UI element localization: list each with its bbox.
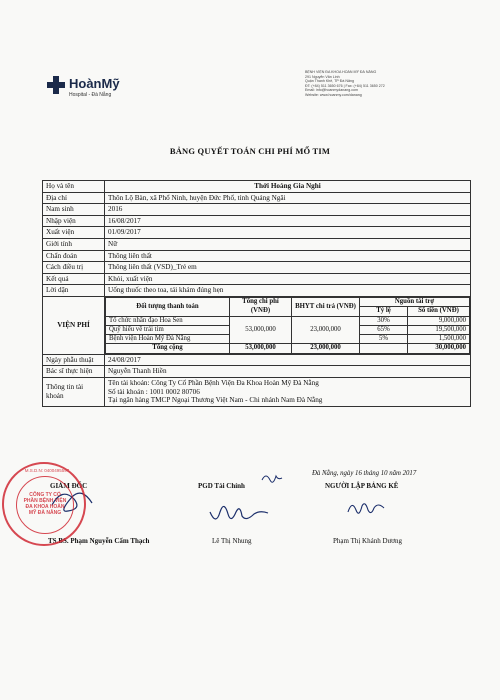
col-header-ratio: Tỷ lệ — [360, 307, 408, 316]
total-cost: 53,000,000 — [230, 316, 292, 344]
preparer-title: NGƯỜI LẬP BẢNG KÊ — [325, 482, 399, 490]
patient-birth-year: 2016 — [105, 204, 471, 216]
hospital-info-line: Quận Thanh Khê, TP Đà Nẵng — [305, 79, 354, 84]
col-header-payer: Đối tượng thanh toán — [106, 297, 230, 316]
advice: Uống thuốc theo toa, tái khám đúng hẹn — [105, 285, 471, 297]
sum-amount: 30,000,000 — [408, 344, 470, 353]
row-label: Họ và tên — [43, 181, 105, 193]
sum-total: 53,000,000 — [230, 344, 292, 353]
col-header-amount: Số tiền (VNĐ) — [408, 307, 470, 316]
diagnosis: Thông liên thất — [105, 250, 471, 262]
admission-date: 16/08/2017 — [105, 215, 471, 227]
seal-tax-code: M.S.D.N: 0400495597 — [24, 468, 70, 473]
row-label: Kết quả — [43, 273, 105, 285]
surgery-date: 24/08/2017 — [105, 354, 471, 366]
finance-signature — [210, 506, 268, 519]
funding-amount: 9,000,000 — [408, 316, 470, 325]
hospital-info-line: BỆNH VIỆN ĐA KHOA HOÀN MỸ ĐÀ NẴNG — [305, 70, 377, 74]
row-label: Xuất viện — [43, 227, 105, 239]
col-header-bhyt: BHYT chi trả (VNĐ) — [292, 297, 360, 316]
row-label: Địa chỉ — [43, 192, 105, 204]
col-header-funding: Nguồn tài trợ — [360, 297, 470, 306]
row-label: Nam sinh — [43, 204, 105, 216]
col-header-total: Tổng chi phí (VNĐ) — [230, 297, 292, 316]
funding-amount: 1,500,000 — [408, 335, 470, 344]
account-number: Số tài khoản : 1001 0002 80706 — [108, 387, 200, 396]
patient-gender: Nữ — [105, 238, 471, 250]
funding-ratio: 30% — [360, 316, 408, 325]
costs-section-label: VIỆN PHÍ — [43, 296, 105, 354]
row-label: Chẩn đoán — [43, 250, 105, 262]
discharge-date: 01/09/2017 — [105, 227, 471, 239]
hospital-info-line: 291 Nguyễn Văn Linh — [305, 74, 340, 79]
bhyt-paid: 23,000,000 — [292, 316, 360, 344]
date-line: Đà Nẵng, ngày 16 tháng 10 năm 2017 — [312, 470, 417, 477]
sum-bhyt: 23,000,000 — [292, 344, 360, 353]
result: Khỏi, xuất viện — [105, 273, 471, 285]
patient-address: Thôn Lộ Bàn, xã Phổ Ninh, huyện Đức Phổ, tỉnh Quảng Ngãi — [105, 192, 471, 204]
hospital-info-line: ĐT: (+84) 511 3650 676 | Fax: (+84) 511 3650 272 — [305, 83, 385, 88]
funding-amount: 19,500,000 — [408, 325, 470, 334]
row-label: Thông tin tài khoản — [43, 377, 105, 406]
row-label: Nhập viện — [43, 215, 105, 227]
sum-label: Tổng cộng — [106, 344, 230, 353]
row-label: Bác sĩ thực hiện — [43, 366, 105, 378]
account-bank: Tại ngân hàng TMCP Ngoại Thương Việt Nam - Chi nhánh Nam Đà Nẵng — [108, 396, 323, 405]
payer-name: Quỹ hiểu về trái tim — [106, 325, 230, 334]
preparer-name: Phạm Thị Khánh Dương — [333, 537, 403, 545]
patient-name: Thới Hoàng Gia Nghi — [105, 181, 471, 193]
payer-name: Bệnh viện Hoàn Mỹ Đà Nẵng — [106, 335, 230, 344]
finance-title: PGD Tài Chính — [198, 482, 245, 490]
document-title: BẢNG QUYẾT TOÁN CHI PHÍ MỔ TIM — [169, 146, 331, 156]
finance-name: Lê Thị Nhung — [212, 537, 252, 545]
row-label: Cách điều trị — [43, 262, 105, 274]
row-label: Giới tính — [43, 238, 105, 250]
seal-text: CÔNG TY CỔ PHẦN BỆNH VIỆN ĐA KHOA HOÀN MỸ ĐÀ NẴNG — [23, 492, 67, 516]
hospital-info-line: Website: www.hoanmy.com/danang — [305, 92, 362, 97]
director-name: TS.BS. Phạm Nguyễn Cẩm Thạch — [48, 537, 150, 545]
preparer-signature — [348, 504, 384, 513]
finance-initial-signature — [262, 476, 282, 482]
row-label: Lời dặn — [43, 285, 105, 297]
row-label: Ngày phẫu thuật — [43, 354, 105, 366]
funding-ratio: 5% — [360, 335, 408, 344]
treatment: Thông liên thất (VSD)_Trẻ em — [105, 262, 471, 274]
account-holder: Tên tài khoản: Công Ty Cổ Phần Bệnh Viện Đa Khoa Hoàn Mỹ Đà Nẵng — [108, 378, 319, 387]
hospital-info-line: Email: info@hoanmydanang.com — [305, 88, 358, 93]
logo-name: HoànMỹ — [69, 76, 120, 91]
funding-ratio: 65% — [360, 325, 408, 334]
payer-name: Tổ chức nhân đạo Hoa Sen — [106, 316, 230, 325]
director-title: GIÁM ĐỐC — [50, 482, 88, 490]
logo-subtitle: Hospital - Đà Nẵng — [69, 92, 112, 98]
company-seal — [2, 462, 86, 546]
surgeon-name: Nguyễn Thanh Hiền — [105, 366, 471, 378]
